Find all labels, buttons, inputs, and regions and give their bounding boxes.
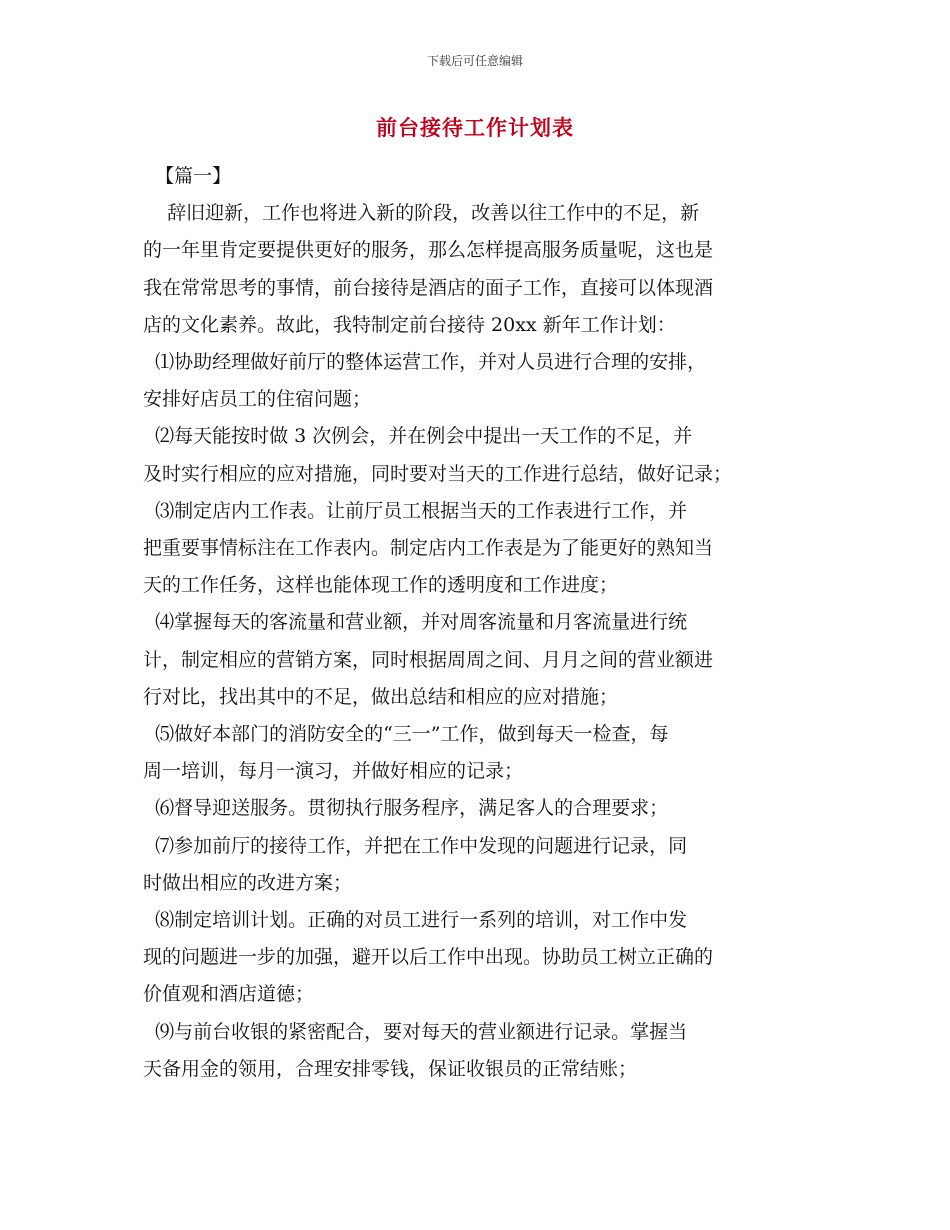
- paragraph-line: 现的问题进一步的加强，避开以后工作中出现。协助员工树立正确的: [143, 946, 714, 969]
- document-title: 前台接待工作计划表: [376, 115, 574, 140]
- header-note: 下载后可任意编辑: [426, 54, 523, 68]
- paragraph-line: ⑺参加前厅的接待工作，并把在工作中发现的问题进行记录，同: [143, 834, 688, 857]
- document-body: [143, 158, 805, 1088]
- paragraph-line: ⑹督导迎送服务。贯彻执行服务程序，满足客人的合理要求；: [143, 797, 669, 820]
- paragraph-line: 价值观和酒店道德；: [143, 983, 315, 1006]
- paragraph-line: 行对比，找出其中的不足，做出总结和相应的应对措施；: [143, 685, 619, 708]
- paragraph-line: ⑼与前台收银的紧密配合，要对每天的营业额进行记录。掌握当: [143, 1020, 688, 1043]
- paragraph-line: 店的文化素养。故此，我特制定前台接待 20xx 新年工作计划：: [143, 313, 676, 336]
- paragraph-line: 把重要事情标注在工作表内。制定店内工作表是为了能更好的熟知当: [143, 537, 714, 560]
- paragraph-line: 时做出相应的改进方案；: [143, 871, 353, 894]
- paragraph-line: ⑴协助经理做好前厅的整体运营工作，并对人员进行合理的安排，: [143, 351, 707, 374]
- paragraph-line: 计，制定相应的营销方案，同时根据周周之间、月月之间的营业额进: [143, 648, 714, 671]
- paragraph-line: ⑷掌握每天的客流量和营业额，并对周客流量和月客流量进行统: [143, 611, 688, 634]
- paragraph-line: 我在常常思考的事情，前台接待是酒店的面子工作，直接可以体现酒: [143, 276, 714, 299]
- paragraph-line: 安排好店员工的住宿问题；: [143, 388, 372, 411]
- paragraph-line: 辞旧迎新，工作也将进入新的阶段，改善以往工作中的不足，新: [143, 202, 700, 225]
- paragraph-line: ⑻制定培训计划。正确的对员工进行一系列的培训，对工作中发: [143, 909, 688, 932]
- paragraph-line: 天备用金的领用，合理安排零钱，保证收银员的正常结账；: [143, 1057, 638, 1080]
- section-label: 【篇一】: [143, 165, 232, 187]
- paragraph-line: ⑸做好本部门的消防安全的“三一”工作，做到每天一检查，每: [143, 723, 669, 746]
- paragraph-line: 的一年里肯定要提供更好的服务，那么怎样提高服务质量呢，这也是: [143, 239, 714, 262]
- paragraph-line: 及时实行相应的应对措施，同时要对当天的工作进行总结，做好记录；: [143, 462, 733, 485]
- paragraph-line: ⑵每天能按时做 3 次例会，并在例会中提出一天工作的不足，并: [143, 425, 693, 448]
- paragraph-line: 周一培训，每月一演习，并做好相应的记录；: [143, 760, 524, 783]
- paragraph-line: ⑶制定店内工作表。让前厅员工根据当天的工作表进行工作，并: [143, 499, 688, 522]
- paragraph-line: 天的工作任务，这样也能体现工作的透明度和工作进度；: [143, 574, 619, 597]
